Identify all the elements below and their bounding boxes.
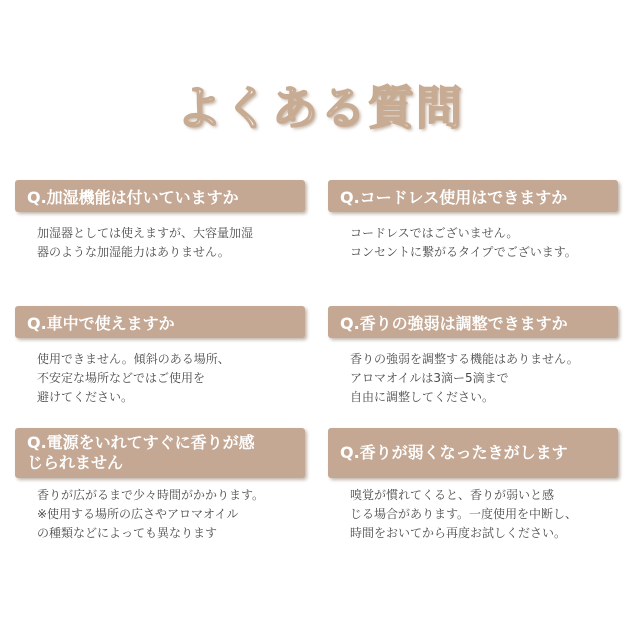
faq-answer: 香りが広がるまで少々時間がかかります。 ※使用する場所の広さやアロマオイル の種類などによっても異なります xyxy=(37,488,265,540)
faq-question: Q.加湿機能は付いていますか xyxy=(15,180,305,212)
faq-answer: 嗅覚が慣れてくると、香りが弱いと感 じる場合があります。一度使用を中断し、 時間をおいてから再度お試しください。 xyxy=(350,488,578,540)
faq-question: Q.電源をいれてすぐに香りが感 じられません xyxy=(15,428,305,478)
page-title: よくある質問 xyxy=(176,81,464,135)
faq-question: Q.香りが弱くなったきがします xyxy=(328,428,618,478)
faq-item-scent-weak xyxy=(328,428,618,543)
faq-answer: コードレスではございません。 コンセントに繋がるタイプでございます。 xyxy=(350,226,577,259)
faq-item-scent-delay xyxy=(15,428,305,543)
faq-answer: 香りの強弱を調整する機能はありません。 アロマオイルは3滴ー5滴まで 自由に調整してください。 xyxy=(350,352,579,404)
faq-answer: 使用できません。傾斜のある場所、 不安定な場所などではご使用を 避けてください。 xyxy=(37,352,230,404)
faq-question: Q.香りの強弱は調整できますか xyxy=(328,306,618,338)
faq-item-car-use xyxy=(15,306,305,407)
faq-question: Q.車中で使えますか xyxy=(15,306,305,338)
faq-question: Q.コードレス使用はできますか xyxy=(328,180,618,212)
faq-item-scent-strength xyxy=(328,306,618,407)
faq-item-humidify xyxy=(15,180,305,262)
faq-item-cordless xyxy=(328,180,618,262)
faq-answer: 加湿器としては使えますが、大容量加湿 器のような加湿能力はありません。 xyxy=(37,226,254,259)
